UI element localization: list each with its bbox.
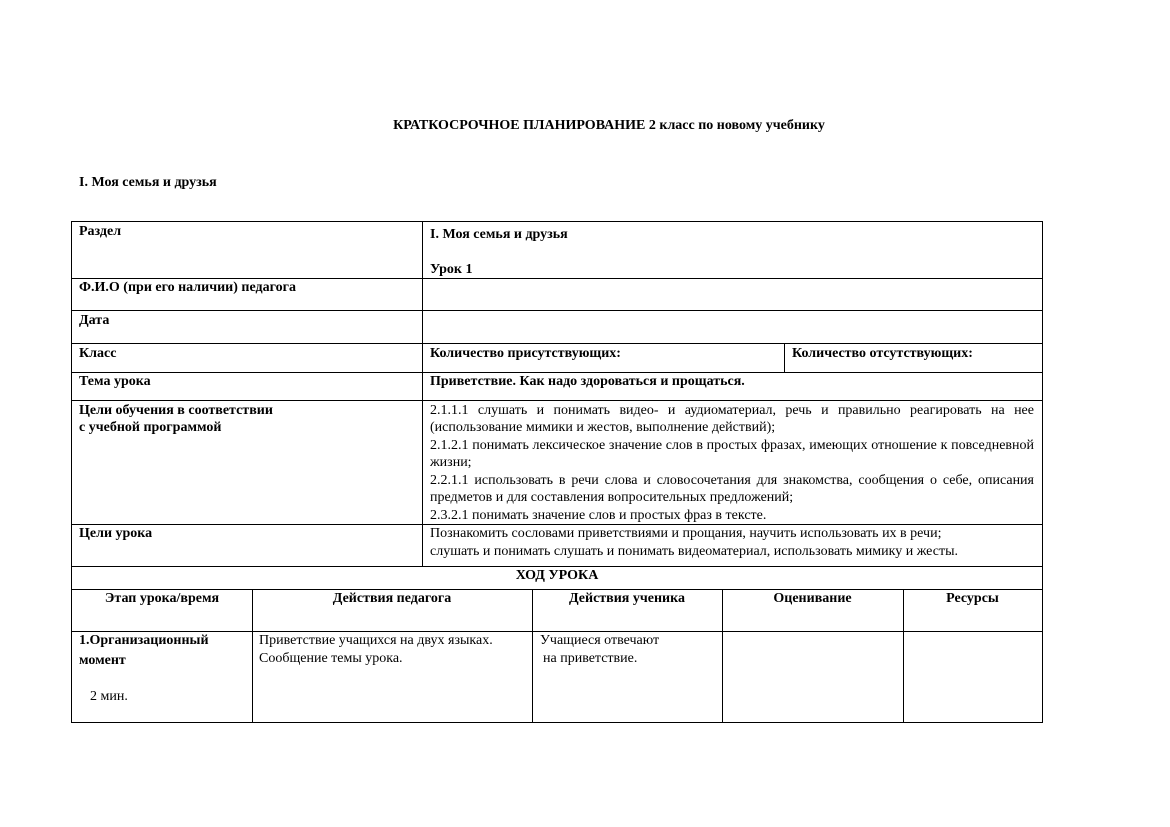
learning-goal-item: 2.3.2.1 понимать значение слов и простых фраз в тексте. — [430, 508, 767, 523]
learning-goal-item: 2.1.1.1 слушать и понимать видео- и аудиоматериал, речь и правильно реагировать на нее (использование мимики и жестов, выполнение действий); — [430, 403, 1034, 435]
section-label: Раздел — [79, 224, 122, 239]
teacher-action: Сообщение темы урока. — [259, 651, 403, 666]
column-divider — [722, 589, 723, 723]
row-divider — [72, 400, 1042, 401]
column-header: Ресурсы — [946, 591, 999, 606]
document-title: КРАТКОСРОЧНОЕ ПЛАНИРОВАНИЕ 2 класс по новому учебнику — [393, 118, 825, 133]
topic-value: Приветствие. Как надо здороваться и прощаться. — [430, 374, 745, 389]
column-divider — [532, 589, 533, 723]
student-action: Учащиеся отвечают — [540, 633, 660, 648]
teacher-label: Ф.И.О (при его наличии) педагога — [79, 280, 296, 295]
section-value: I. Моя семья и друзья — [430, 227, 568, 242]
stage-name: 1.Организационный — [79, 633, 209, 648]
column-divider — [422, 222, 423, 566]
column-header: Этап урока/время — [104, 591, 220, 606]
learning-goals-label: с учебной программой — [79, 420, 222, 435]
date-value[interactable] — [430, 312, 1030, 342]
lesson-goal-item: слушать и понимать слушать и понимать видеоматериал, использовать мимику и жесты. — [430, 544, 958, 559]
absent-count-label: Количество отсутствующих: — [792, 346, 973, 361]
row-divider — [72, 343, 1042, 344]
stage-name: момент — [79, 653, 126, 668]
column-header: Действия ученика — [569, 591, 685, 606]
section-heading: I. Моя семья и друзья — [79, 175, 217, 190]
present-count-label: Количество присутствующих: — [430, 346, 621, 361]
class-label: Класс — [79, 346, 117, 361]
date-label: Дата — [79, 313, 110, 328]
column-divider — [784, 343, 785, 372]
resources-value[interactable] — [909, 632, 1037, 720]
stage-time: 2 мин. — [90, 689, 128, 704]
teacher-value[interactable] — [430, 279, 1030, 309]
column-divider — [252, 589, 253, 723]
row-divider — [72, 310, 1042, 311]
lesson-plan-table — [71, 221, 1043, 723]
lesson-goal-item: Познакомить сословами приветствиями и прощания, научить использовать их в речи; — [430, 526, 942, 541]
column-header: Оценивание — [773, 591, 852, 606]
teacher-action: Приветствие учащихся на двух языках. — [259, 633, 493, 648]
learning-goal-item: 2.2.1.1 использовать в речи слова и словосочетания для знакомства, сообщения о себе, описания предметов и для составления вопросительных предложений; — [430, 473, 1034, 505]
assessment-value[interactable] — [728, 632, 898, 720]
lesson-number: Урок 1 — [430, 262, 473, 277]
lesson-flow-heading: ХОД УРОКА — [515, 568, 599, 583]
student-action: на приветствие. — [543, 651, 638, 666]
lesson-goals-label: Цели урока — [79, 526, 153, 541]
learning-goal-item: 2.1.2.1 понимать лексическое значение слов в простых фразах, имеющих отношение к повседневной жизни; — [430, 438, 1034, 470]
column-divider — [903, 589, 904, 723]
learning-goals-label: Цели обучения в соответствии — [79, 403, 273, 418]
topic-label: Тема урока — [79, 374, 151, 389]
column-header: Действия педагога — [332, 591, 452, 606]
